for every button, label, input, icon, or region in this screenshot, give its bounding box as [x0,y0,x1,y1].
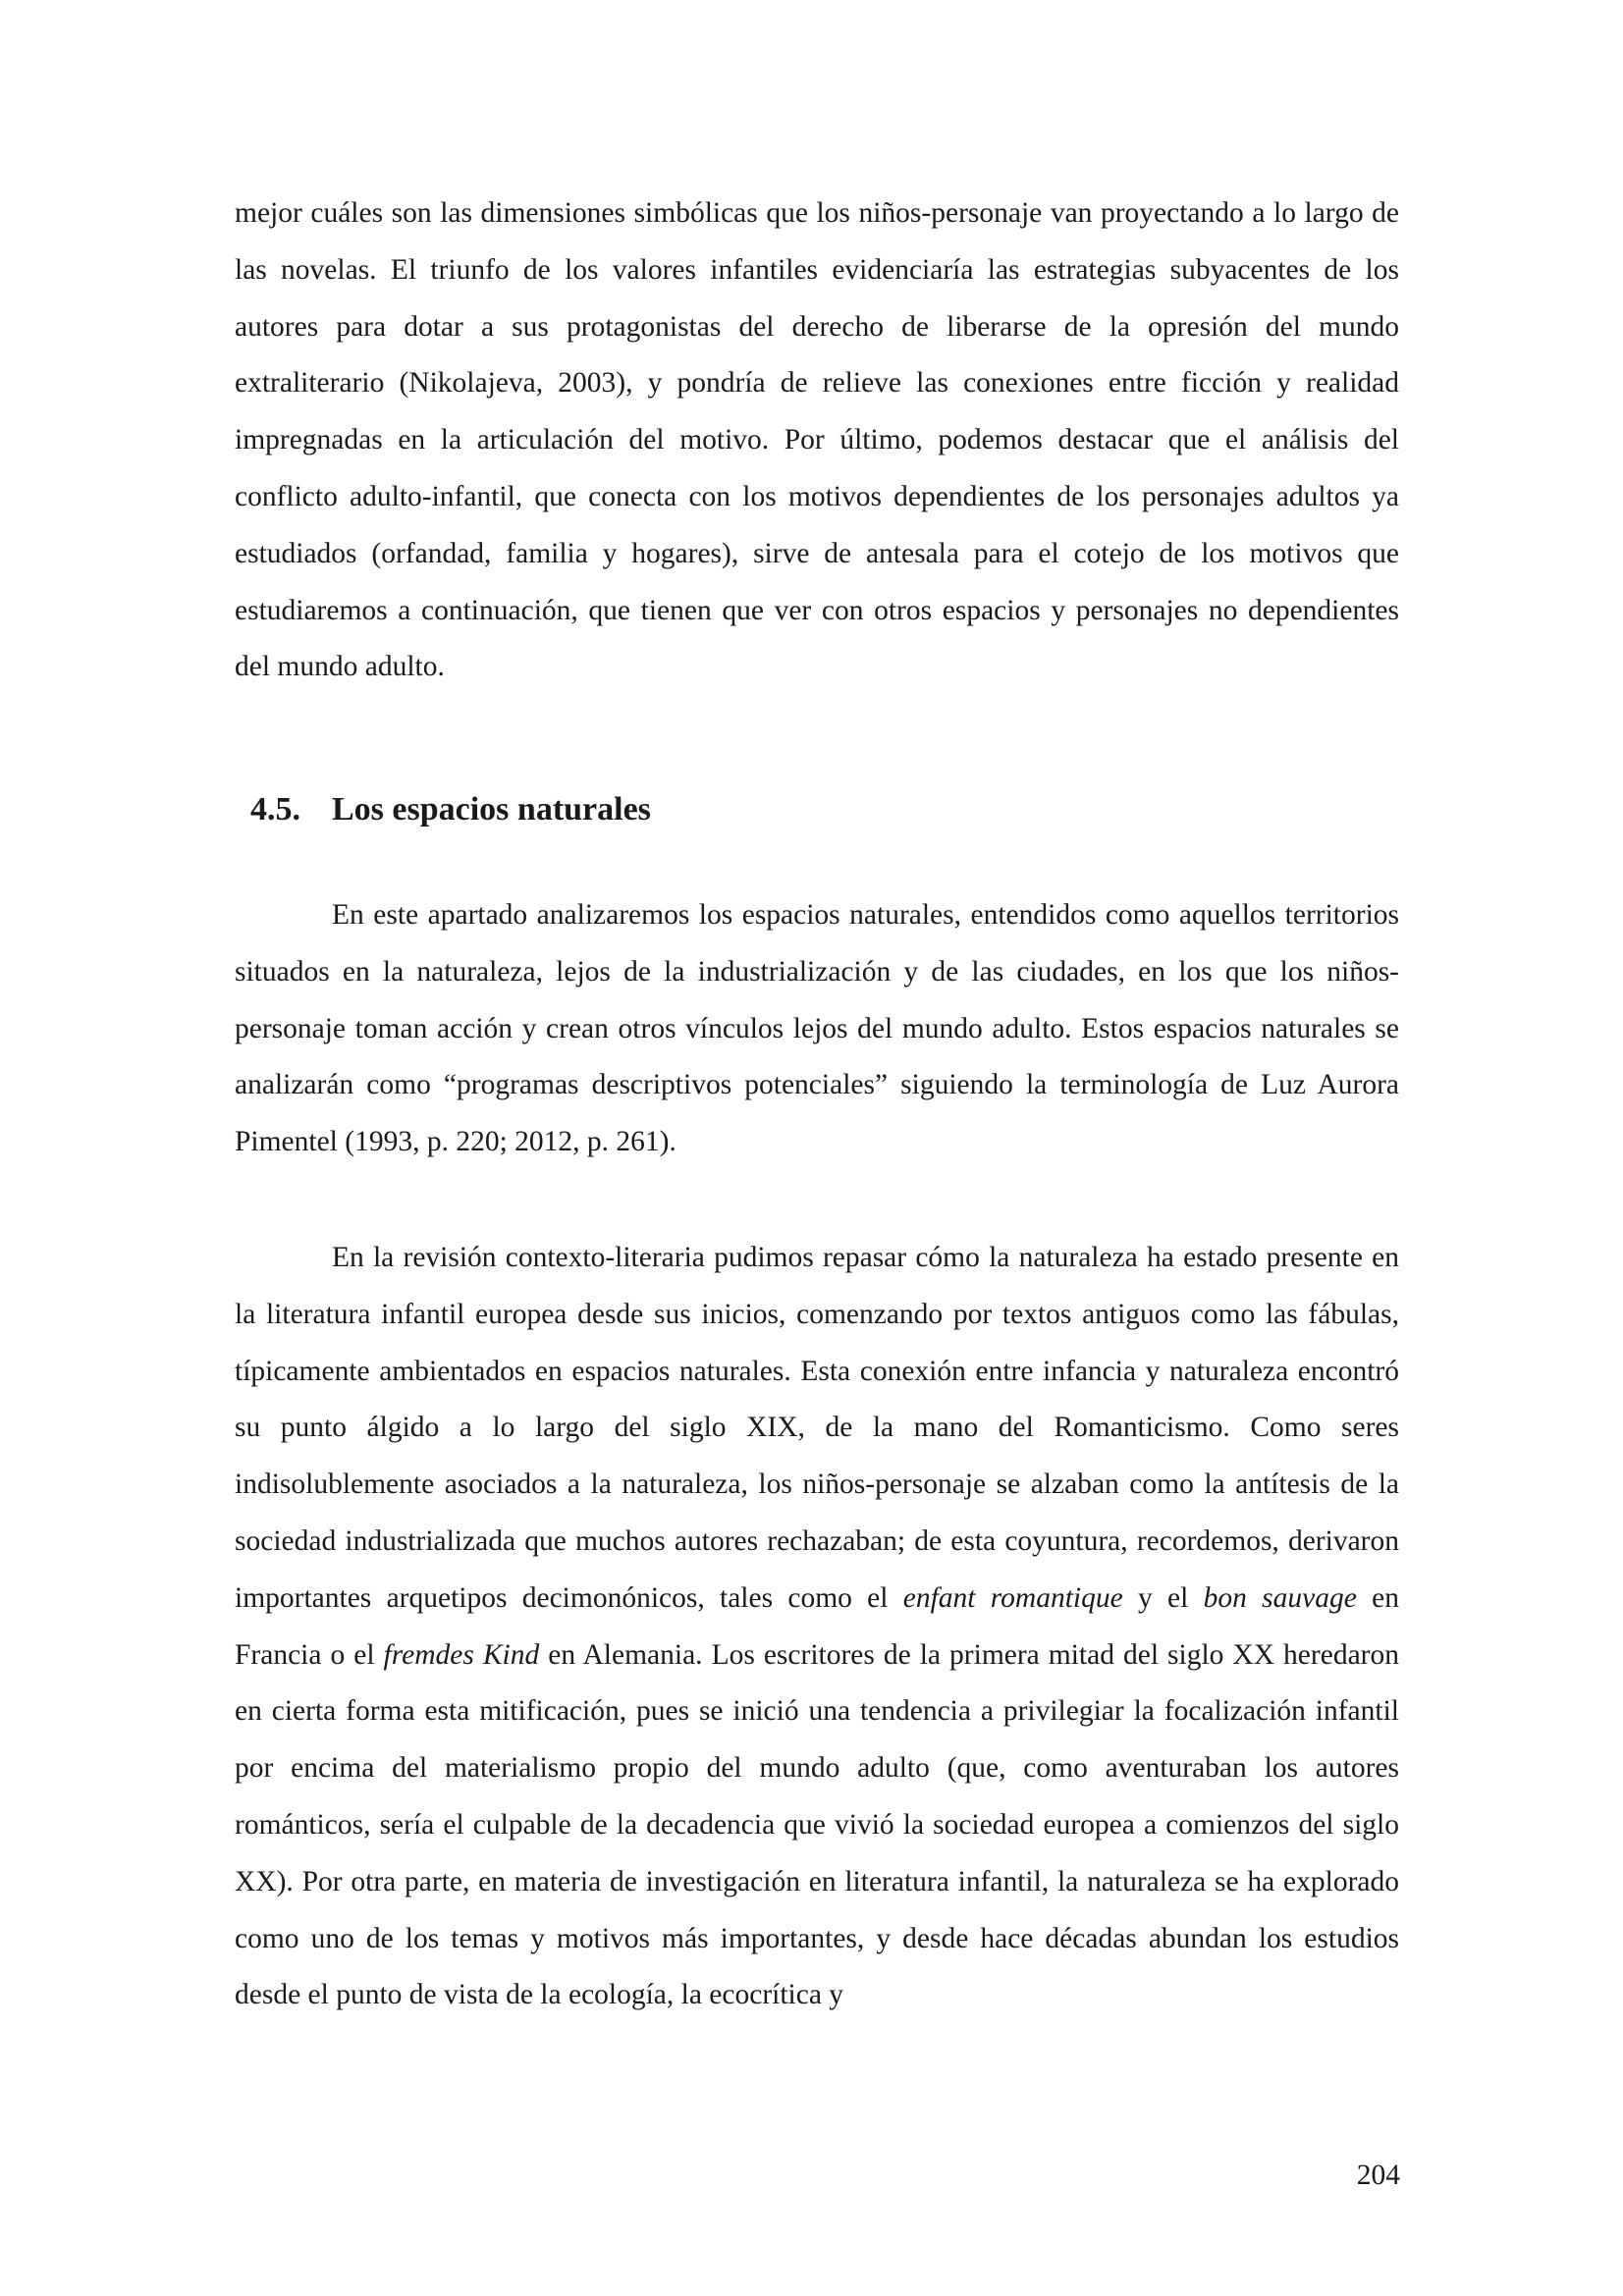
section-heading [250,780,651,839]
paragraph-natural-spaces-intro: En este apartado analizaremos los espacios naturales, entendidos como aquellos territorios situados en la naturaleza, lejos de la industrialización y de las ciudades, en los que los niños-personaje toman acción y crean otros vínculos lejos del mundo adulto. Estos espacios naturales se analizarán como “programas descriptivos potenciales” siguiendo la terminología de Luz Aurora Pimentel (1993, p. 220; 2012, p. 261). [235,899,1399,1158]
paragraph-continuation: mejor cuáles son las dimensiones simbólicas que los niños-personaje van proyectando a lo largo de las novelas. El triunfo de los valores infantiles evidenciaría las estrategias subyacentes de los autores para dotar a sus protagonistas del derecho de liberarse de la opresión del mundo extraliterario (Nikolajeva, 2003), y pondría de relieve las conexiones entre ficción y realidad impregnadas en la articulación del motivo. Por último, podemos destacar que el análisis del conflicto adulto-infantil, que conecta con los motivos dependientes de los personajes adultos ya estudiados (orfandad, familia y hogares), sirve de antesala para el cotejo de los motivos que estudiaremos a continuación, que tienen que ver con otros espacios y personajes no dependientes del mundo adulto. [235,197,1399,683]
section-title: Los espacios naturales [332,791,651,828]
italic-term-bon-sauvage: bon sauvage [1203,1581,1357,1614]
section-number: 4.5. [250,791,300,828]
paragraph-text: en Alemania. Los escritores de la primera mitad del siglo XX heredaron en cierta forma esta mitificación, pues se inició una tendencia a privilegiar la focalización infantil por encima del materialismo propio del mundo adulto (que, como aventuraban los autores románticos, sería el culpable de la decadencia que vivió la sociedad europea a comienzos del siglo XX). Por otra parte, en materia de investigación en literatura infantil, la naturaleza se ha explorado como uno de los temas y motivos más importantes, y desde hace décadas abundan los estudios desde el punto de vista de la ecología, la ecocrítica y [235,1638,1399,2011]
italic-term-fremdes-kind: fremdes Kind [383,1638,540,1671]
italic-term-enfant-romantique: enfant romantique [902,1581,1123,1614]
paragraph-text: En la revisión contexto-literaria pudimos repasar cómo la naturaleza ha estado presente en la literatura infantil europea desde sus inicios, comenzando por textos antiguos como las fábulas, típicamente ambientados en espacios naturales. Esta conexión entre infancia y naturaleza encontró su punto álgido a lo largo del siglo XIX, de la mano del Romanticismo. Como seres indisolublemente asociados a la naturaleza, los niños-personaje se alzaban como la antítesis de la sociedad industrializada que muchos autores rechazaban; de esta coyuntura, recordemos, derivaron importantes arquetipos decimonónicos, tales como el [235,1242,1399,1614]
paragraph-literary-context [235,1230,1399,2024]
paragraph-text: en Francia o el [235,1581,1399,1671]
paragraph-text: y el [1122,1581,1204,1614]
page-number: 204 [1356,2160,1400,2191]
